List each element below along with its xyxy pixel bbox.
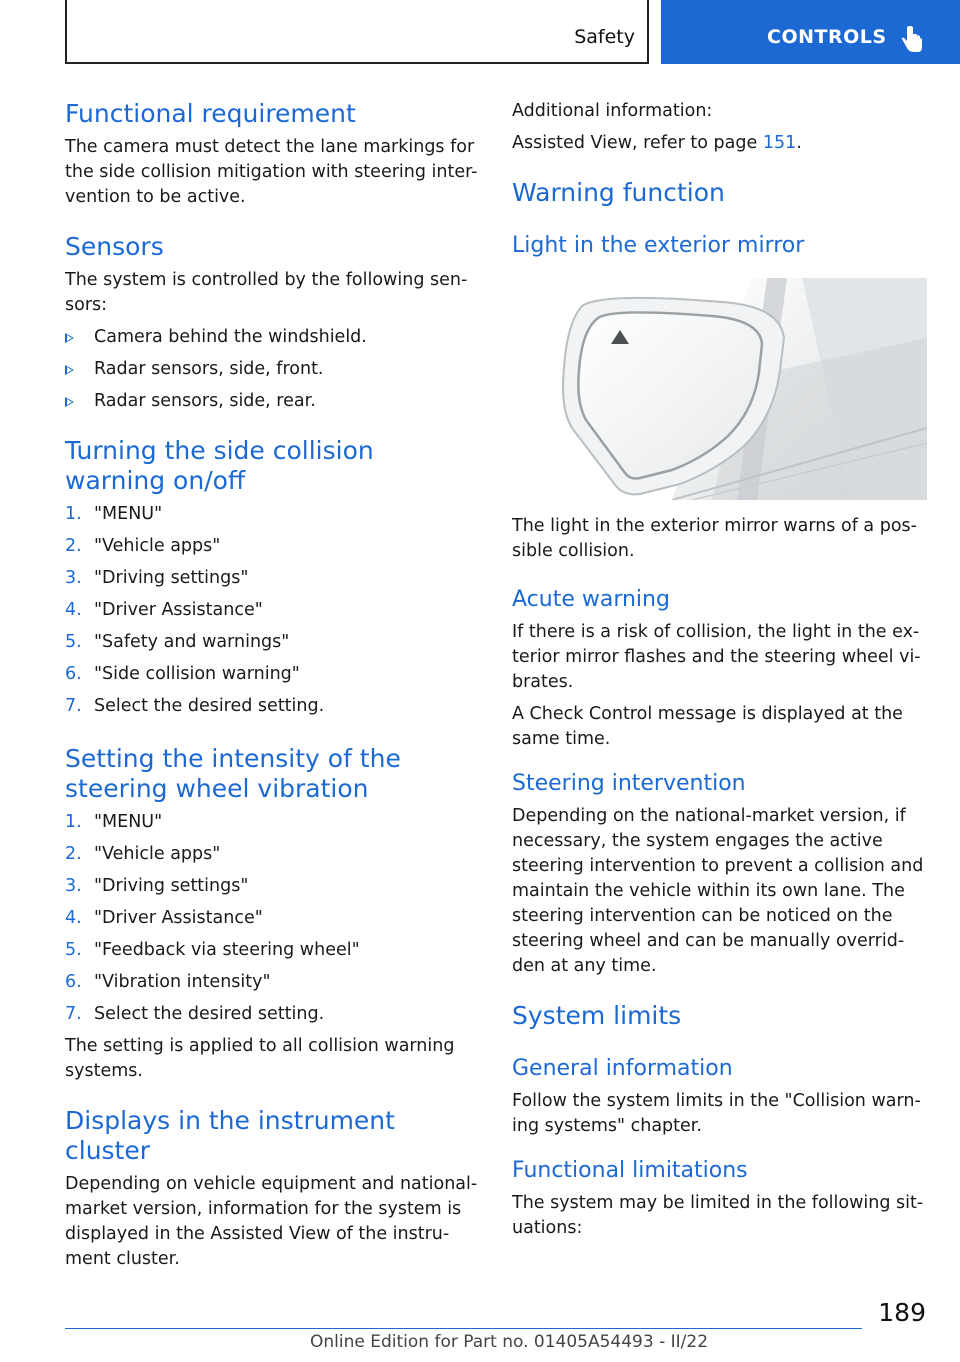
hand-pointer-icon xyxy=(901,26,923,54)
steering-intervention-text: Depending on the national-market version, if necessary, the system engages the active steering intervention to prevent a collision and maintain the vehicle within its own lane. The steering intervention can be noticed on the steering wheel and can be manually overrid-den at any time. xyxy=(512,806,924,976)
list-item: 6. "Vibration intensity" xyxy=(65,972,271,992)
mirror-image xyxy=(512,278,927,500)
list-item: 3. "Driving settings" xyxy=(65,568,249,588)
list-item: 3. "Driving settings" xyxy=(65,876,249,896)
heading-steering-intervention: Steering intervention xyxy=(512,771,746,796)
turning-steps xyxy=(65,502,480,719)
list-item: 5. "Safety and warnings" xyxy=(65,632,290,652)
triangle-bullet-icon xyxy=(65,365,74,375)
heading-warning-function: Warning function xyxy=(512,178,725,207)
header-section-box xyxy=(65,0,649,64)
sensors-text: The system is controlled by the following sen-sors: xyxy=(65,270,468,315)
intensity-steps xyxy=(65,810,480,1027)
functional-limitations-text: The system may be limited in the following sit-uations: xyxy=(512,1193,924,1238)
general-information-text: Follow the system limits in the "Collision warn-ing systems" chapter. xyxy=(512,1091,921,1136)
heading-sensors: Sensors xyxy=(65,232,164,261)
chapter-tab[interactable] xyxy=(661,0,960,64)
footer-divider xyxy=(65,1328,862,1329)
heading-vibration-intensity: Setting the intensity of the steering wheel vibration xyxy=(65,744,401,803)
list-item: 5. "Feedback via steering wheel" xyxy=(65,940,360,960)
heading-displays: Displays in the instrument cluster xyxy=(65,1106,395,1165)
list-item: Radar sensors, side, front. xyxy=(65,357,480,382)
mirror-caption: The light in the exterior mirror warns of a pos-sible collision. xyxy=(512,516,917,561)
list-item: Camera behind the windshield. xyxy=(65,325,480,350)
heading-light-mirror: Light in the exterior mirror xyxy=(512,233,805,258)
page-number: 189 xyxy=(878,1298,926,1327)
list-item: 6. "Side collision warning" xyxy=(65,664,300,684)
right-column xyxy=(512,99,927,1241)
list-item: 4. "Driver Assistance" xyxy=(65,908,263,928)
list-item: 2. "Vehicle apps" xyxy=(65,844,221,864)
heading-functional-limitations: Functional limitations xyxy=(512,1158,748,1183)
intensity-note: The setting is applied to all collision warning systems. xyxy=(65,1036,455,1081)
functional-requirement-text: The camera must detect the lane markings for the side collision mitigation with steering inter-vention to be active. xyxy=(65,137,478,207)
check-control-text: A Check Control message is displayed at the same time. xyxy=(512,704,903,749)
edition-text: Online Edition for Part no. 01405A54493 - II/22 xyxy=(310,1332,709,1352)
additional-info-label: Additional information: xyxy=(512,101,713,121)
triangle-bullet-icon xyxy=(65,397,74,407)
triangle-bullet-icon xyxy=(65,333,74,343)
list-item: 7. Select the desired setting. xyxy=(65,696,325,716)
left-column xyxy=(65,99,480,1272)
list-item: 1. "MENU" xyxy=(65,504,163,524)
heading-system-limits: System limits xyxy=(512,1001,682,1030)
chapter-title: CONTROLS xyxy=(767,26,887,48)
heading-turning-warning: Turning the side collision warning on/off xyxy=(65,436,374,495)
heading-functional-requirement: Functional requirement xyxy=(65,99,356,128)
heading-general-information: General information xyxy=(512,1056,733,1081)
list-item: Radar sensors, side, rear. xyxy=(65,389,480,414)
assisted-view-ref: Assisted View, refer to page 151. xyxy=(512,133,802,153)
list-item: 1. "MENU" xyxy=(65,812,163,832)
exterior-mirror-illustration xyxy=(512,278,927,500)
displays-text: Depending on vehicle equipment and national-market version, information for the system is displayed in the Assisted View of the instru-ment cluster. xyxy=(65,1174,478,1269)
heading-acute-warning: Acute warning xyxy=(512,587,670,612)
list-item: 4. "Driver Assistance" xyxy=(65,600,263,620)
section-title: Safety xyxy=(574,26,635,48)
list-item: 2. "Vehicle apps" xyxy=(65,536,221,556)
list-item: 7. Select the desired setting. xyxy=(65,1004,325,1024)
page-reference-link[interactable]: 151 xyxy=(762,133,797,153)
sensor-list xyxy=(65,325,480,414)
acute-warning-text: If there is a risk of collision, the light in the ex-terior mirror flashes and the steering wheel vi-brates. xyxy=(512,622,921,692)
